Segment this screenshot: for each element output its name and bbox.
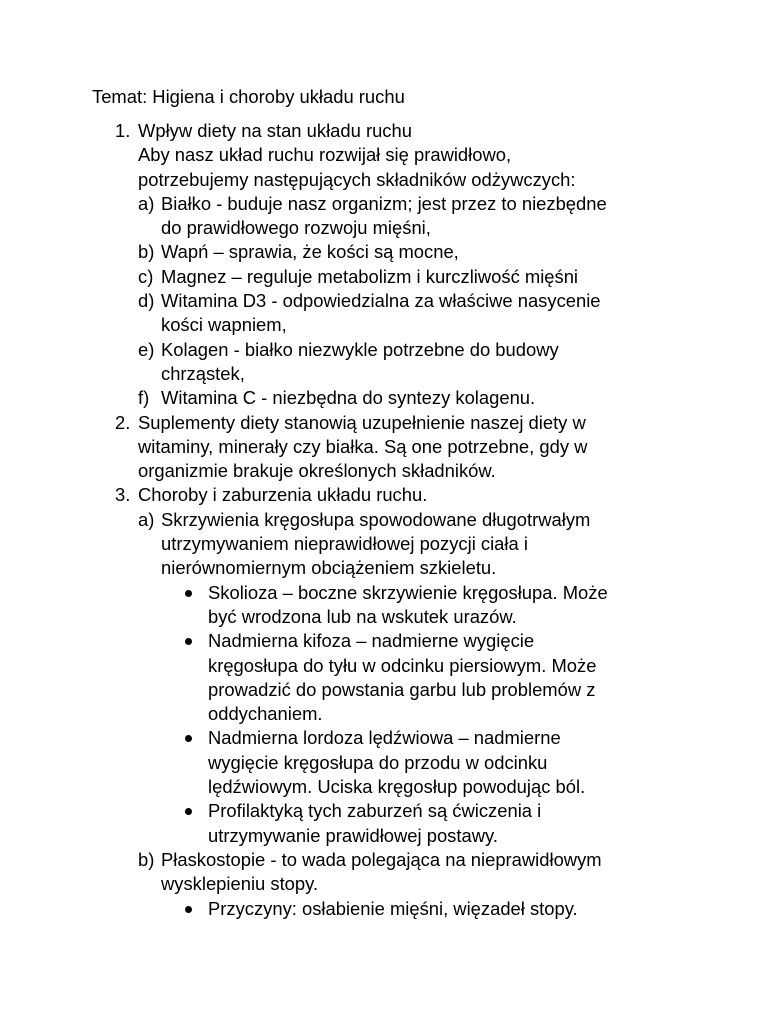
section-3-item-a-continuation: utrzymywaniem nieprawidłowej pozycji ciała i	[161, 533, 528, 555]
document-body	[0, 119, 768, 921]
section-1-number: 1.	[115, 120, 131, 141]
list-marker: e)	[138, 338, 155, 360]
list-item-a-continuation: do prawidłowego rozwoju mięśni,	[161, 217, 431, 239]
bullet-item-skolioza: Skolioza – boczne skrzywienie kręgosłupa. Może	[0, 581, 768, 605]
section-3-heading-row	[0, 483, 768, 507]
section-2-line: witaminy, minerały czy białka. Są one potrzebne, gdy w	[138, 435, 588, 457]
bullet-item-lordoza: Nadmierna lordoza lędźwiowa – nadmierne	[0, 726, 768, 750]
bullet-continuation: być wrodzona lub na wskutek urazów.	[208, 605, 517, 627]
section-1-heading: Wpływ diety na stan układu ruchu	[138, 120, 412, 141]
list-item-e-continuation: chrząstek,	[161, 362, 245, 384]
bullet-continuation: prowadzić do powstania garbu lub problemów z	[208, 678, 596, 700]
list-marker: d)	[138, 290, 155, 312]
list-item-b: b) Wapń – sprawia, że kości są mocne,	[0, 240, 768, 264]
list-item-d-continuation: kości wapniem,	[161, 314, 287, 336]
list-marker: c)	[138, 265, 154, 287]
section-3-heading: Choroby i zaburzenia układu ruchu.	[138, 484, 428, 506]
list-marker: a)	[138, 508, 155, 530]
list-item-f: f) Witamina C - niezbędna do syntezy kolagenu.	[0, 386, 768, 410]
section-3-item-b: b) Płaskostopie - to wada polegająca na nieprawidłowym	[0, 848, 768, 872]
bullet-icon	[185, 638, 192, 645]
bullet-continuation: oddychaniem.	[208, 703, 323, 725]
section-2-row: 2. Suplementy diety stanowią uzupełnienie naszej diety w	[0, 411, 768, 435]
bullet-continuation: kręgosłupa do tyłu w odcinku piersiowym. Może	[208, 654, 597, 676]
bullet-continuation: lędźwiowym. Uciska kręgosłup powodując ból.	[208, 776, 586, 798]
list-item-e: e) Kolagen - białko niezwykle potrzebne do budowy	[0, 338, 768, 362]
bullet-item-kifoza: Nadmierna kifoza – nadmierne wygięcie	[0, 629, 768, 653]
section-3-item-a: a) Skrzywienia kręgosłupa spowodowane długotrwałym	[0, 508, 768, 532]
bullet-continuation: utrzymywanie prawidłowej postawy.	[208, 824, 498, 846]
bullet-icon	[185, 735, 192, 742]
list-marker: f)	[138, 387, 150, 409]
bullet-item-profilaktyka: Profilaktyką tych zaburzeń są ćwiczenia i	[0, 799, 768, 823]
list-item-c: c) Magnez – reguluje metabolizm i kurczliwość mięśni	[0, 265, 768, 289]
bullet-item-przyczyny: Przyczyny: osłabienie mięśni, więzadeł stopy.	[0, 897, 768, 921]
list-marker: b)	[138, 848, 155, 870]
list-item-a: a) Białko - buduje nasz organizm; jest przez to niezbędne	[0, 192, 768, 216]
section-2-line: organizmie brakuje określonych składników.	[138, 460, 496, 482]
document-title: Temat: Higiena i choroby układu ruchu	[92, 86, 405, 107]
list-marker: a)	[138, 192, 155, 214]
section-2-number: 2.	[115, 411, 131, 433]
bullet-icon	[185, 906, 192, 913]
list-item-d: d) Witamina D3 - odpowiedzialna za właściwe nasycenie	[0, 289, 768, 313]
list-marker: b)	[138, 241, 155, 263]
bullet-continuation: wygięcie kręgosłupa do przodu w odcinku	[208, 751, 548, 773]
section-3-item-b-continuation: wysklepieniu stopy.	[161, 873, 319, 895]
section-1-intro-line: potrzebujemy następujących składników odżywczych:	[138, 168, 576, 190]
bullet-icon	[185, 590, 192, 597]
section-3-number: 3.	[115, 484, 131, 506]
section-3-item-a-continuation: nierównomiernym obciążeniem szkieletu.	[161, 557, 497, 579]
bullet-icon	[185, 808, 192, 815]
section-1-heading-row	[0, 119, 768, 143]
section-1-intro-line: Aby nasz układ ruchu rozwijał się prawidłowo,	[138, 144, 512, 166]
